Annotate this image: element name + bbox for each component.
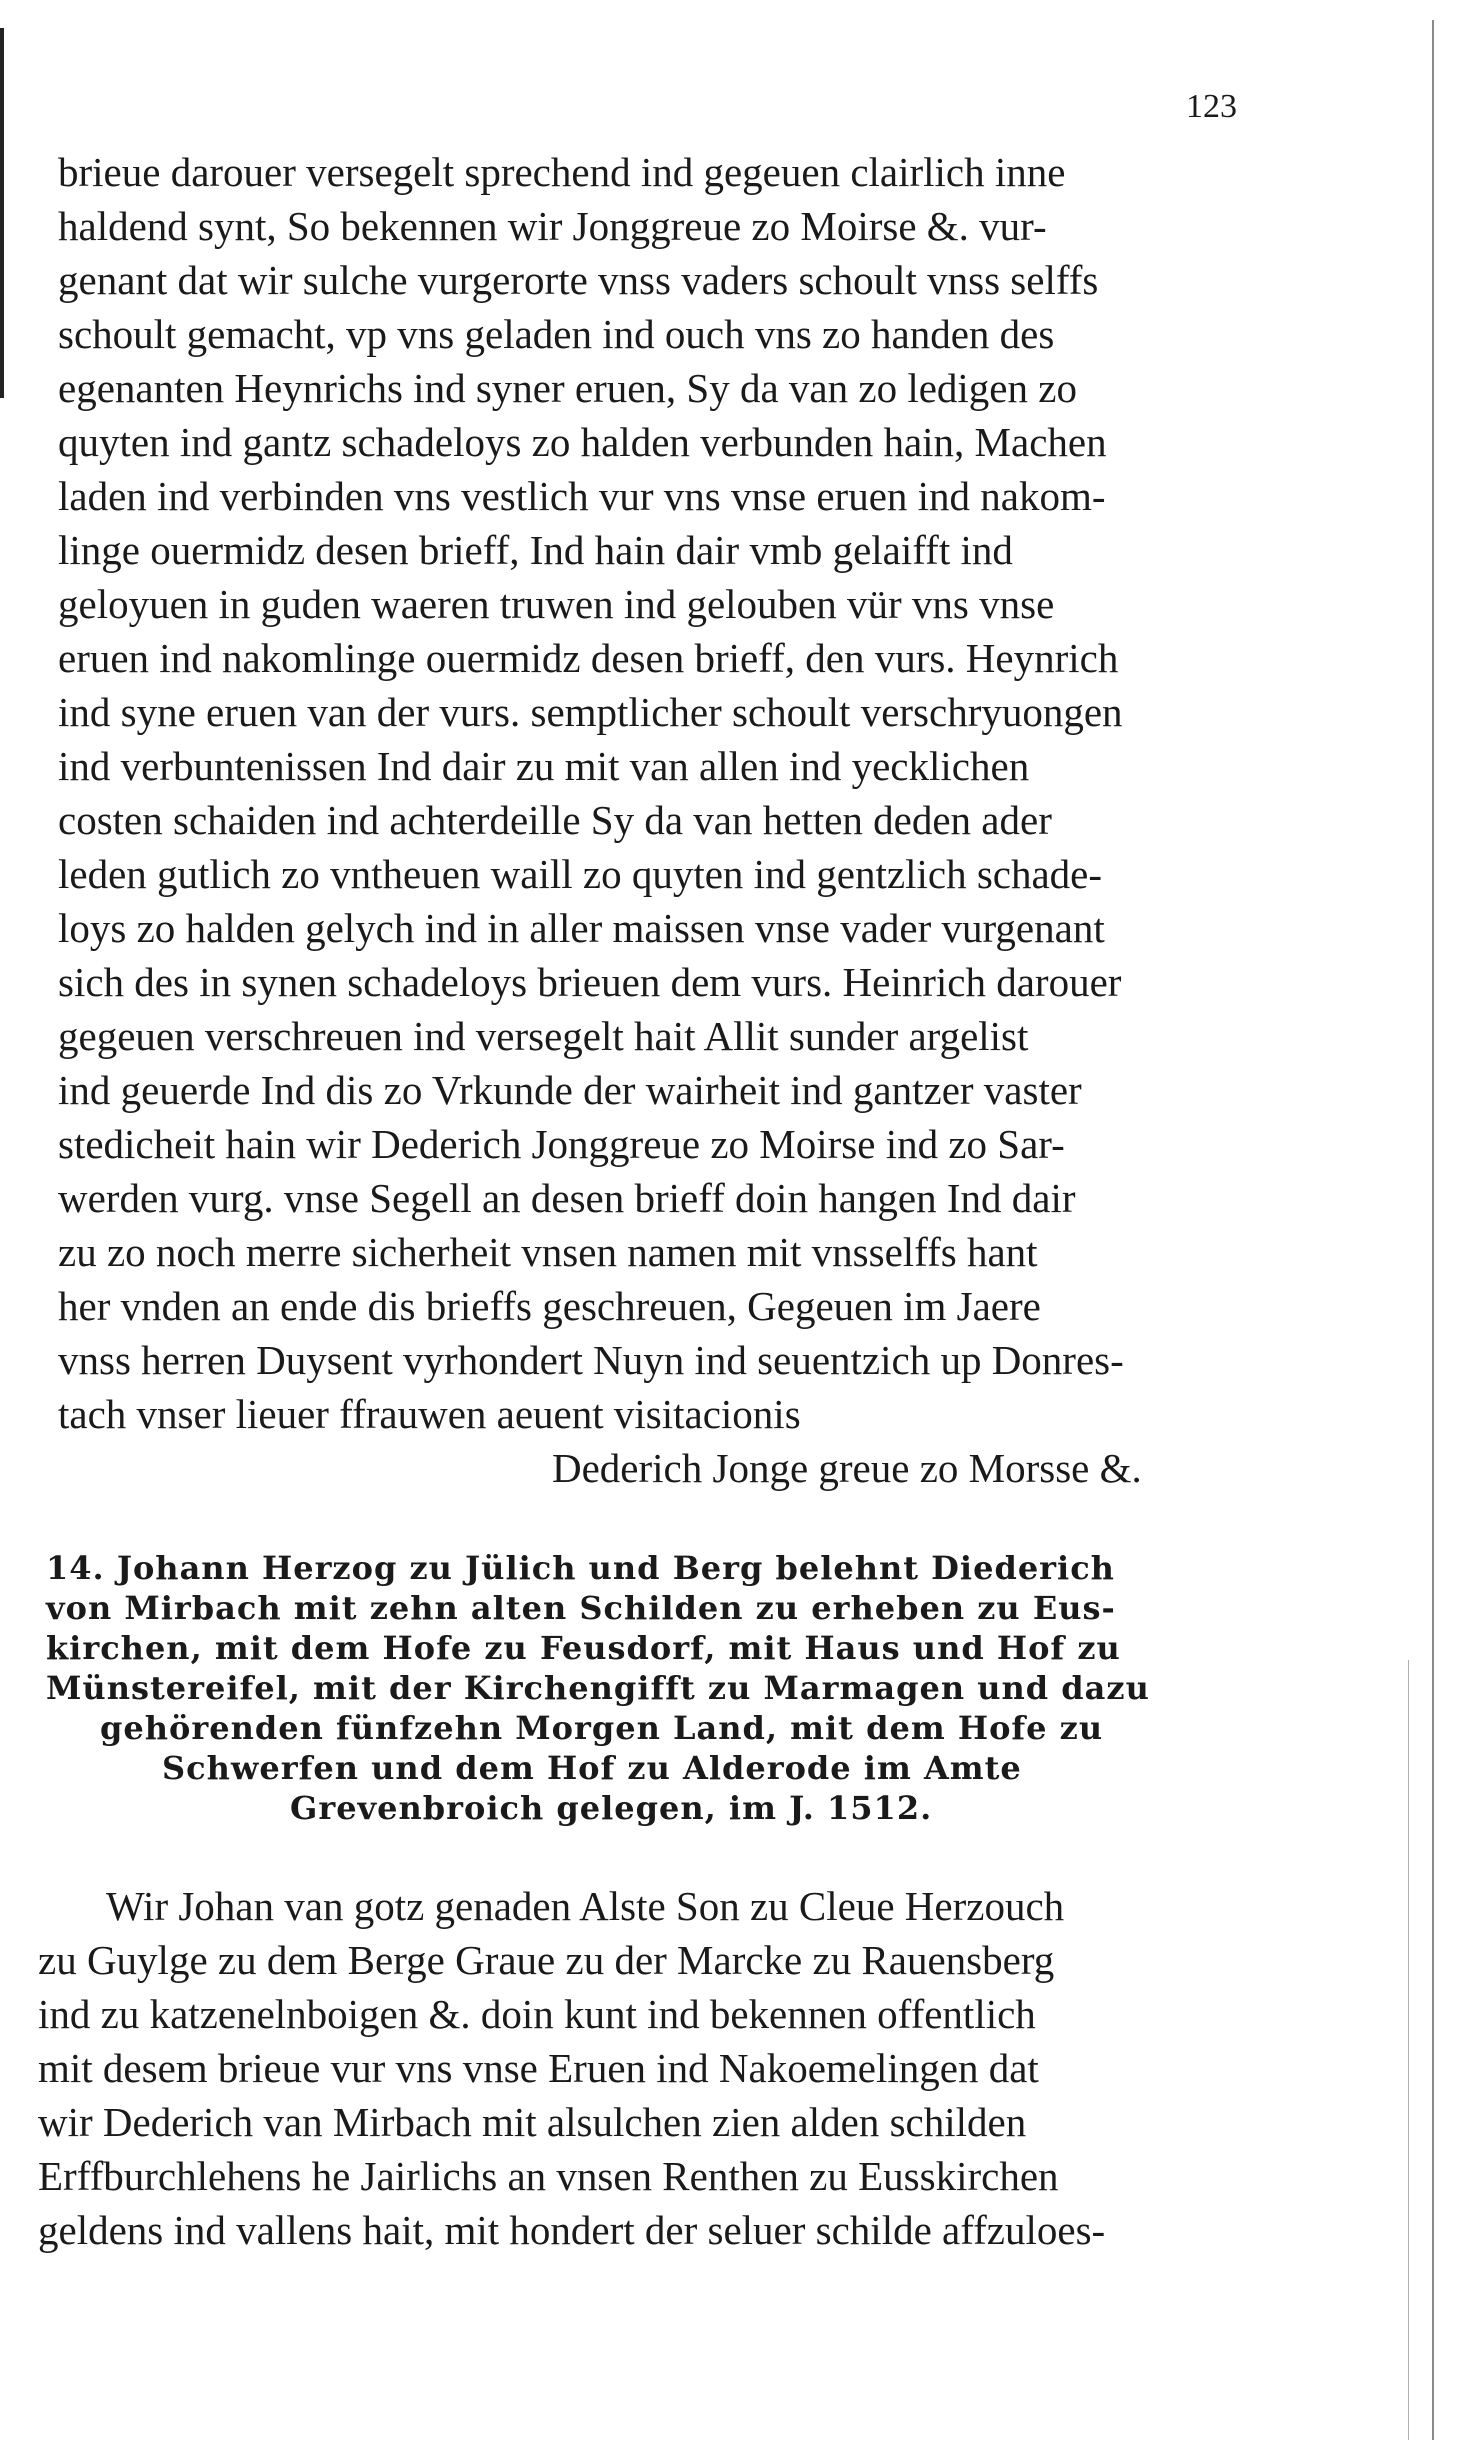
paragraph-1-line: geloyuen in guden waeren truwen ind gelouben vür vns vnse [58,581,1055,627]
paragraph-1-line: her vnden an ende dis brieffs geschreuen, Gegeuen im Jaere [58,1283,1041,1329]
paragraph-1-line: genant dat wir sulche vurgerorte vnss vaders schoult vnss selffs [58,257,1099,303]
paragraph-1-line: stedicheit hain wir Dederich Jonggreue zo Moirse ind zo Sar- [58,1121,1065,1167]
section-heading-line: Schwerfen und dem Hof zu Alderode im Amte [162,1749,1022,1787]
section-heading-line: kirchen, mit dem Hofe zu Feusdorf, mit Haus und Hof zu [46,1629,1121,1667]
paragraph-1-line: eruen ind nakomlinge ouermidz desen brieff, den vurs. Heynrich [58,635,1119,681]
paragraph-2-line: Erffburchlehens he Jairlichs an vnsen Renthen zu Eusskirchen [38,2153,1059,2199]
paragraph-1-line: quyten ind gantz schadeloys zo halden verbunden hain, Machen [58,419,1107,465]
paragraph-2-line: wir Dederich van Mirbach mit alsulchen zien alden schilden [38,2099,1027,2145]
paragraph-1-line: ind geuerde Ind dis zo Vrkunde der wairheit ind gantzer vaster [58,1067,1082,1113]
paragraph-1-line: loys zo halden gelych ind in aller maissen vnse vader vurgenant [58,905,1105,951]
paragraph-1-line: schoult gemacht, vp vns geladen ind ouch vns zo handen des [58,311,1055,357]
paragraph-1-line: costen schaiden ind achterdeille Sy da van hetten deden ader [58,797,1052,843]
paragraph-1-line: linge ouermidz desen brieff, Ind hain dair vmb gelaifft ind [58,527,1013,573]
paragraph-1-line: ind verbuntenissen Ind dair zu mit van allen ind yecklichen [58,743,1030,789]
paragraph-1-line: ind syne eruen van der vurs. semptlicher schoult verschryuongen [58,689,1123,735]
paragraph-1-line: sich des in synen schadeloys brieuen dem vurs. Heinrich darouer [58,959,1122,1005]
paragraph-2-line: mit desem brieue vur vns vnse Eruen ind Nakoemelingen dat [38,2045,1039,2091]
section-heading-line: Grevenbroich gelegen, im J. 1512. [290,1789,933,1827]
paragraph-1-line: tach vnser lieuer ffrauwen aeuent visitacionis [58,1391,801,1437]
paragraph-1-line: leden gutlich zo vntheuen waill zo quyten ind gentzlich schade- [58,851,1103,897]
paragraph-1-line: vnss herren Duysent vyrhondert Nuyn ind seuentzich up Donres- [58,1337,1124,1383]
paragraph-2-line: ind zu katzenelnboigen &. doin kunt ind bekennen offentlich [38,1991,1036,2037]
paragraph-1-line: zu zo noch merre sicherheit vnsen namen mit vnsselffs hant [58,1229,1038,1275]
paragraph-1-line: laden ind verbinden vns vestlich vur vns vnse eruen ind nakom- [58,473,1106,519]
paragraph-1-line: werden vurg. vnse Segell an desen brieff doin hangen Ind dair [58,1175,1076,1221]
paragraph-2-line: zu Guylge zu dem Berge Graue zu der Marcke zu Rauensberg [38,1937,1055,1983]
paragraph-1-line: gegeuen verschreuen ind versegelt hait Allit sunder argelist [58,1013,1029,1059]
section-heading-line: von Mirbach mit zehn alten Schilden zu erheben zu Eus- [46,1589,1116,1627]
paragraph-1-line: egenanten Heynrichs ind syner eruen, Sy da van zo ledigen zo [58,365,1077,411]
paragraph-1-line: haldend synt, So bekennen wir Jonggreue zo Moirse &. vur- [58,203,1047,249]
signature: Dederich Jonge greue zo Morsse &. [552,1445,1142,1491]
paragraph-2-line: Wir Johan van gotz genaden Alste Son zu Cleue Herzouch [106,1883,1065,1929]
paragraph-2-line: geldens ind vallens hait, mit hondert der seluer schilde affzuloes- [38,2207,1106,2253]
paragraph-1-line: brieue darouer versegelt sprechend ind gegeuen clairlich inne [58,149,1066,195]
section-heading-line: Münstereifel, mit der Kirchengifft zu Marmagen und dazu [46,1669,1150,1707]
page-number: 123 [1186,88,1237,125]
section-heading-line: 14. Johann Herzog zu Jülich und Berg belehnt Diederich [46,1549,1115,1587]
section-heading-line: gehörenden fünfzehn Morgen Land, mit dem Hofe zu [100,1709,1104,1747]
